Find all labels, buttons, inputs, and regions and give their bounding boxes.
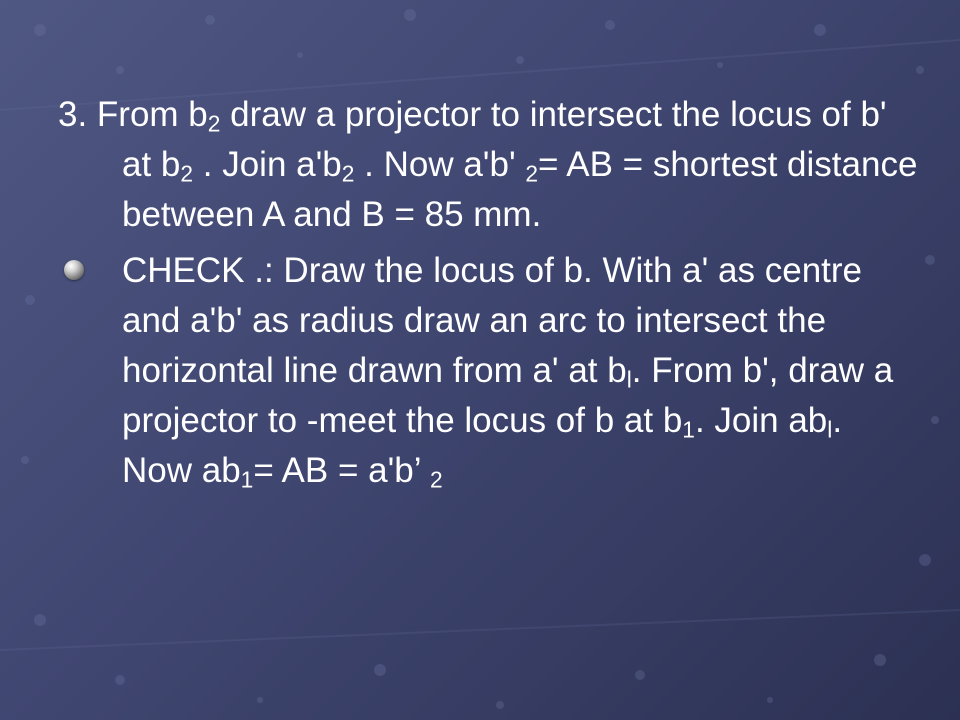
- subscript: 2: [341, 160, 355, 187]
- text-run: CHECK .: Draw the locus of b. With a' as centre and a'b' as radius draw an arc to intersect the horizontal line drawn from a' at b: [122, 251, 863, 390]
- text-run: = AB = shortest distance between A and B = 85 mm.: [122, 145, 918, 234]
- subscript: l: [626, 366, 632, 393]
- text-run: . Join ab: [694, 401, 828, 440]
- text-run: draw a projector to intersect the locus of b' at b: [122, 95, 887, 184]
- subscript: 2: [180, 160, 194, 187]
- slide-body: [58, 90, 918, 496]
- text-run: = AB = a'b’: [253, 451, 430, 490]
- subscript: 2: [525, 160, 539, 187]
- paragraph-step-3: [58, 90, 918, 240]
- text-run: . Now a'b': [354, 145, 526, 184]
- subscript: 2: [429, 466, 443, 493]
- subscript: l: [827, 416, 833, 443]
- text-run: . From b', draw a projector to -meet the locus of b at b: [122, 351, 894, 440]
- text-run: . Join a'b: [193, 145, 342, 184]
- subscript: 1: [240, 466, 254, 493]
- sphere-bullet-icon: [64, 260, 84, 280]
- text-run: . Now ab: [122, 401, 843, 490]
- text-run: 3. From b: [58, 95, 208, 134]
- subscript: 2: [207, 110, 221, 137]
- subscript: 1: [682, 416, 695, 443]
- paragraph-check: [58, 246, 918, 496]
